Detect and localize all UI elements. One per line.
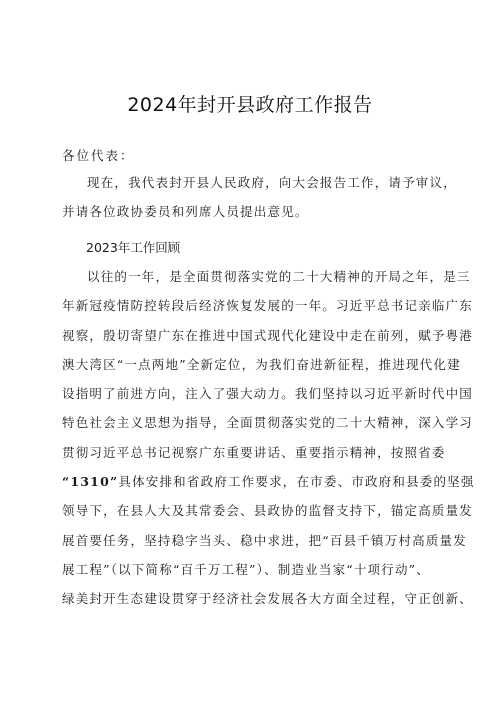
intro-line: 并请各位政协委员和列席人员提出意见。 — [62, 204, 309, 220]
work-review-paragraph — [62, 262, 475, 614]
salutation: 各位代表： — [62, 148, 135, 163]
paragraph-line: 贯彻习近平总书记视察广东重要讲话、重要指示精神，按照省委 — [62, 444, 446, 460]
paragraph-line: 设指明了前进方向，注入了强大动力。我们坚持以习近平新时代中国 — [62, 386, 474, 402]
paragraph-line: 展首要任务，坚持稳字当头、稳中求进，把“百县千镇万村高质量发 — [62, 532, 467, 548]
paragraph-line: 绿美封开生态建设贯穿于经济社会发展各大方面全过程，守正创新、 — [62, 591, 474, 607]
paragraph-line: 领导下，在县人大及其常委会、县政协的监督支持下，锚定高质量发 — [62, 503, 474, 519]
bold-term: “1310” — [62, 474, 119, 490]
section-heading: 2023年工作回顾 — [86, 240, 181, 255]
paragraph-line: 以往的一年，是全面贯彻落实党的二十大精神的开局之年，是三 — [87, 269, 471, 284]
paragraph-line-text: 具体安排和省政府工作要求，在市委、市政府和县委的坚强 — [118, 474, 475, 490]
intro-paragraph — [62, 168, 457, 227]
intro-line: 现在，我代表封开县人民政府，向大会报告工作，请予审议， — [87, 175, 457, 190]
paragraph-line: 特色社会主义思想为指导，全面贯彻落实党的二十大精神，深入学习 — [62, 415, 474, 431]
paragraph-line: 年新冠疫情防控转段后经济恢复发展的一年。习近平总书记亲临广东 — [62, 298, 474, 314]
document-title: 2024年封开县政府工作报告 — [127, 94, 373, 116]
paragraph-line: 澳大湾区“一点两地”全新定位，为我们奋进新征程，推进现代化建 — [62, 356, 461, 372]
paragraph-line-with-bold — [62, 467, 475, 496]
paragraph-line: 展工程”（以下简称“百千万工程”）、制造业当家“十项行动”、 — [62, 561, 430, 577]
paragraph-line: 视察，殷切寄望广东在推进中国式现代化建设中走在前列，赋予粤港 — [62, 327, 474, 343]
